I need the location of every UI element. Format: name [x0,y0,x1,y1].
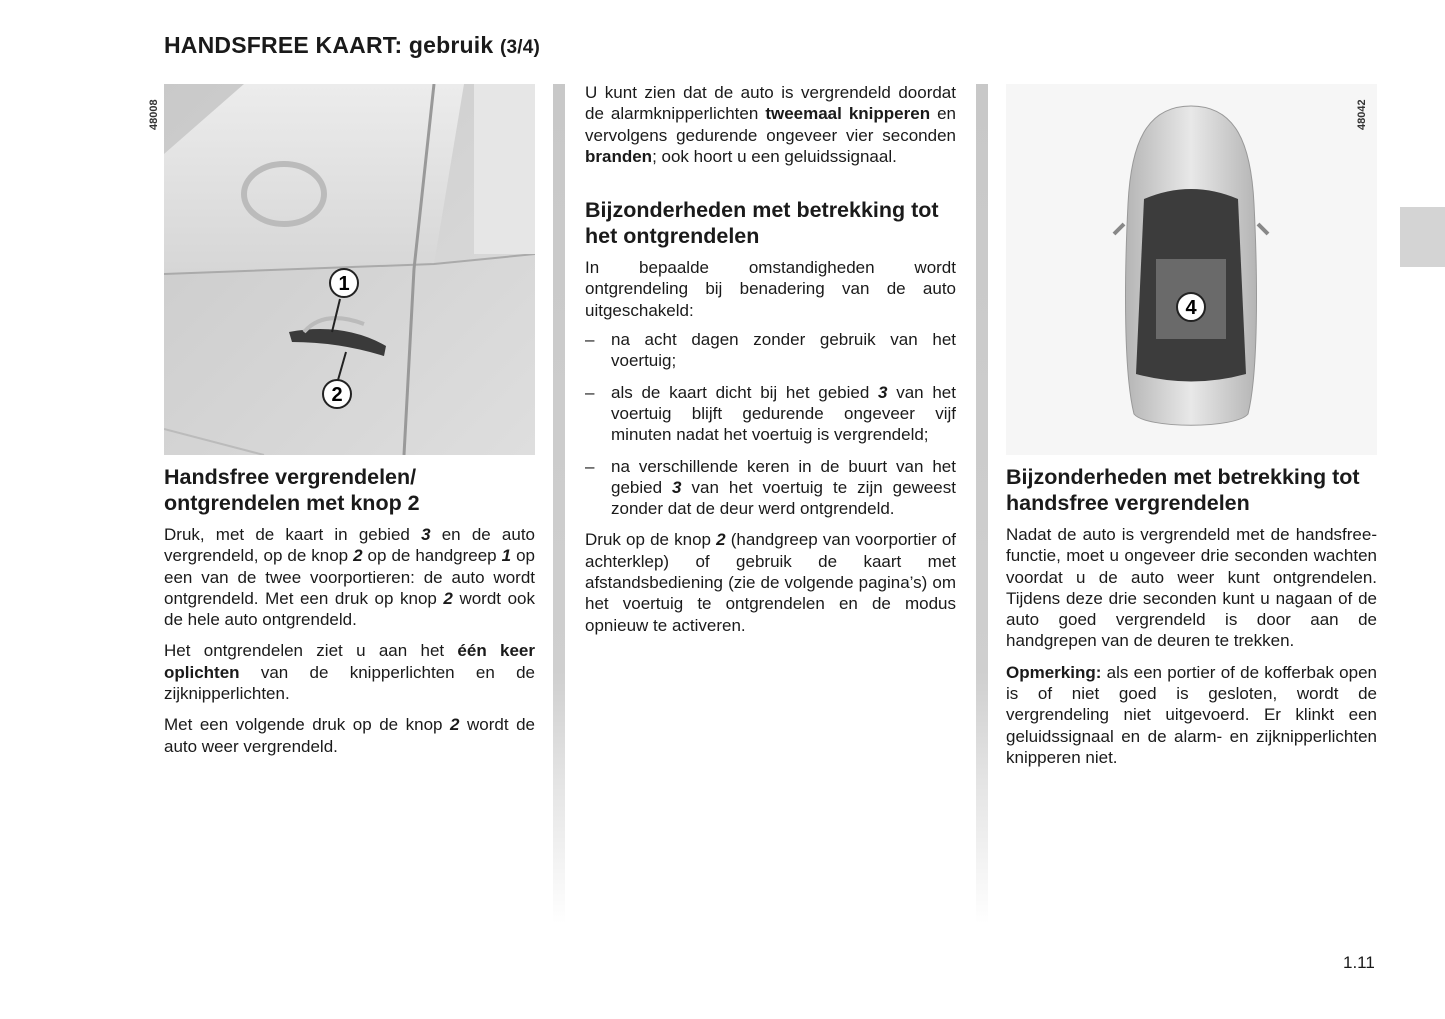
paragraph [164,714,535,757]
text-segment: na acht dagen zonder gebruik van het voertuig; [611,330,956,371]
figure-code-48042: 48042 [1356,99,1368,130]
column-3 [1006,464,1377,778]
dash-bullet: – [585,330,595,350]
text-segment: Druk op de knop [585,530,717,550]
text-segment: na verschillende keren in de buurt van het gebied [611,456,956,497]
title-main: HANDSFREE KAART: gebruik [164,32,494,58]
section-heading-unlocking: Bijzonderheden met betrekking tot het ontgrendelen [585,198,939,249]
figure-code-48008: 48008 [148,99,160,130]
door-handle-figure [164,84,535,455]
paragraph [1006,524,1377,652]
text-segment: Nadat de auto is vergrendeld met de handsfree-functie, moet u ongeveer drie seconden wachten voordat u de auto weer kunt ontgrendelen. Tijdens deze drie seconden kunt u nagaan of de auto goed vergrendeld is door aan de handgrepen van de deuren te trekken. [1006,525,1377,651]
text-segment: wordt de auto weer vergrendeld. [164,715,535,756]
text-segment: Het ontgrendelen ziet u aan het [164,641,458,661]
col2-closing-paragraph [585,529,956,635]
col1-body [164,524,535,757]
text-segment: als de kaart dicht bij het gebied [611,382,879,402]
emphasis-text: één keer oplichten [164,641,535,682]
text-segment: als een portier of de kofferbak open is of niet goed is gesloten, wordt de vergrendeling niet uitgevoerd. Er klinkt een geluidssignaal en de alarm- en zijknipperlichten knipperen niet. [1006,662,1377,767]
section-heading-handsfree-locking: Bijzonderheden met betrekking tot handsfree vergrendelen [1006,465,1360,515]
section-heading-handsfree-lock: Handsfree vergrendelen/ ontgrendelen met knop 2 [164,465,420,515]
paragraph [1006,662,1377,768]
emphasis-text: Opmerking: [1006,662,1102,682]
text-segment: wordt ook de hele auto ontgrendeld. [164,588,535,630]
column-1 [164,464,535,767]
car-top-view-figure [1006,84,1377,455]
callout-2-label: 2 [331,384,343,406]
text-segment: en de auto vergrendeld, op de knop [164,525,535,566]
column-2 [585,82,956,646]
emphasis-text: 3 [672,477,682,497]
emphasis-text: 2 [443,588,453,608]
column-divider [976,84,988,924]
paragraph [164,524,535,630]
text-segment: Druk, met de kaart in gebied [164,525,422,544]
emphasis-text: 2 [353,546,363,566]
col2-lead-paragraph [585,257,956,321]
list-item [585,456,956,520]
emphasis-text: tweemaal knipperen [765,104,931,124]
text-segment: van het voertuig te zijn geweest zonder dat de deur werd ontgrendeld. [611,477,956,519]
text-segment: op een van de twee voorportieren: de auto wordt ontgrendeld. Met een druk op knop [164,546,535,608]
callout-1 [330,269,358,297]
emphasis-text: 3 [421,525,431,544]
callout-4 [1177,293,1205,321]
emphasis-text: 3 [878,382,888,402]
text-segment: van het voertuig blijft gedurende ongeveer vijf minuten nadat het voertuig is vergrendeld; [611,382,956,445]
text-segment: (handgreep van voorportier of achterklep) of gebruik de kaart met afstandsbediening (zie de volgende pagina’s) om het voertuig te ontgrendelen en de modus opnieuw te activeren. [585,530,956,635]
emphasis-text: branden [585,146,653,166]
callout-2 [323,380,351,408]
dash-bullet: – [585,456,595,476]
col2-intro-paragraph [585,82,956,167]
text-segment: Met een volgende druk op de knop [164,715,451,735]
emphasis-text: 2 [450,715,460,735]
dash-bullet: – [585,382,595,402]
chapter-tab [1400,207,1445,267]
paragraph [164,640,535,704]
emphasis-text: 2 [716,530,726,550]
col3-body [1006,524,1377,768]
callout-1-label: 1 [338,273,350,295]
page-number: 1.11 [1343,953,1375,972]
title-sub: (3/4) [499,37,541,58]
text-segment: In bepaalde omstandigheden wordt ontgrendeling bij benadering van de auto uitgeschakeld: [585,258,956,320]
text-segment: op de handgreep [362,546,502,566]
text-segment: van de knipperlichten en de zijknipperlichten. [164,662,535,704]
emphasis-text: 1 [501,546,512,566]
conditions-list [585,329,956,519]
text-segment: en vervolgens gedurende ongeveer vier seconden [585,104,956,145]
list-item [585,329,956,372]
page-title [164,32,540,59]
column-divider [553,84,565,924]
text-segment: ; ook hoort u een geluidssignaal. [652,146,897,166]
text-segment: U kunt zien dat de auto is vergrendeld doordat de alarmknipperlichten [585,83,956,124]
callout-4-label: 4 [1185,297,1197,319]
list-item [585,382,956,446]
